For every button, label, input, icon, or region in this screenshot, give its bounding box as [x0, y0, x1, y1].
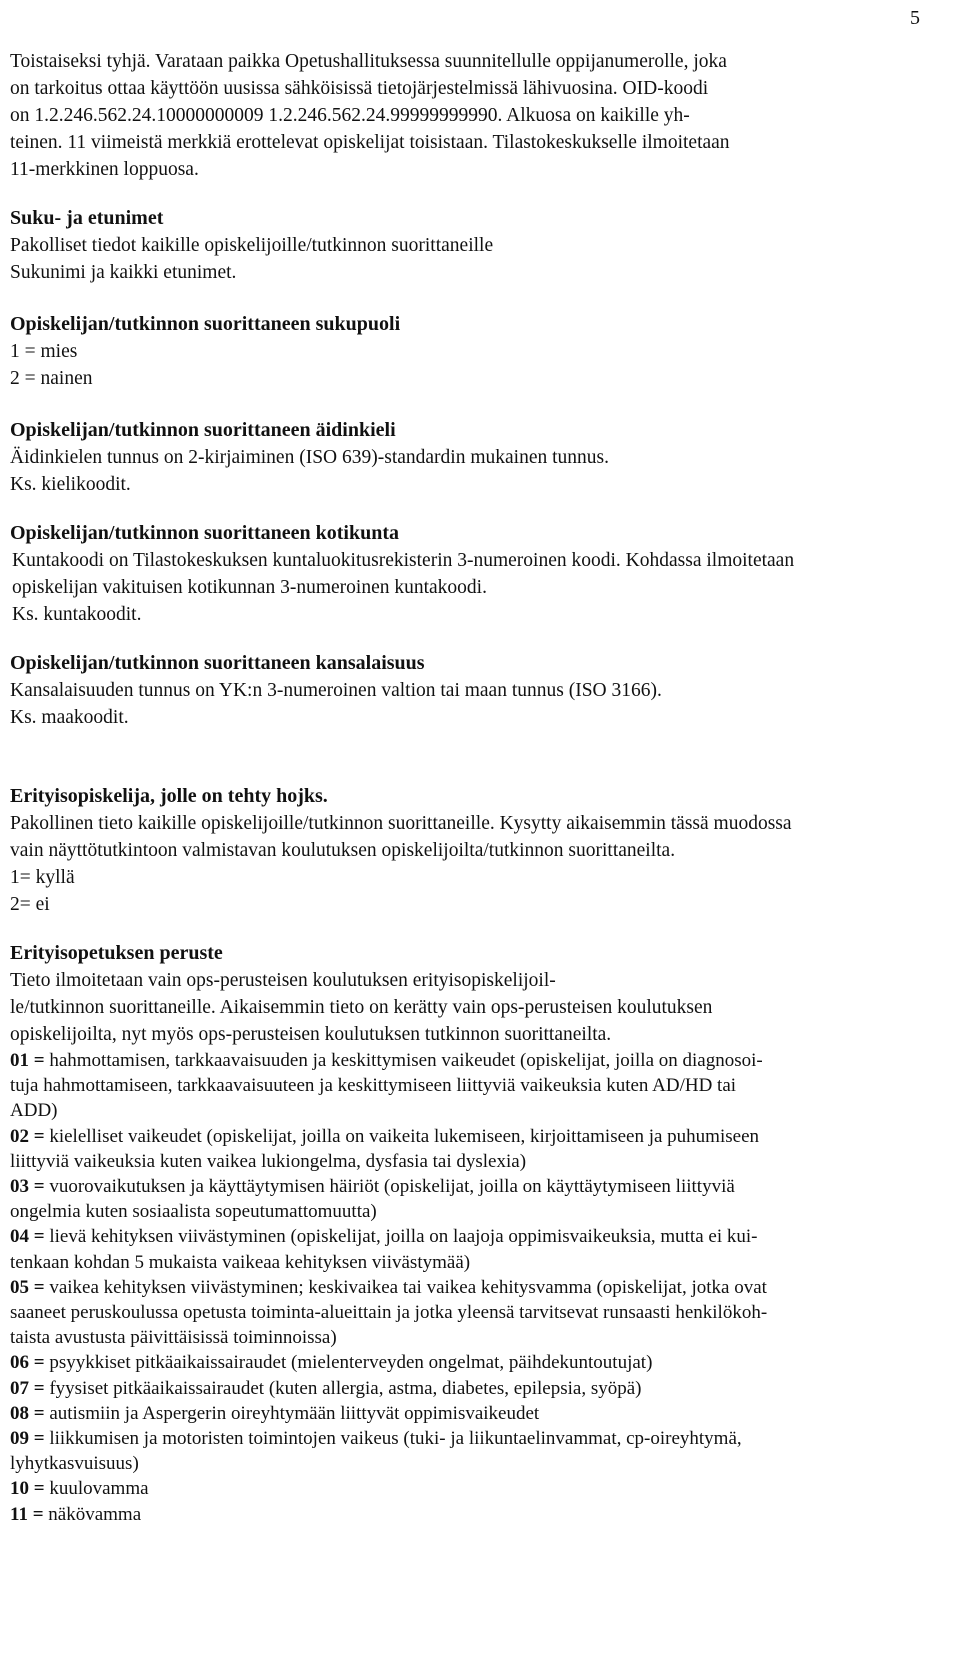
code-text: hahmottamisen, tarkkaavaisuuden ja keskittymisen vaikeudet (opiskelijat, joilla on diagnosoi-: [44, 1050, 763, 1071]
code-list: [10, 1048, 940, 1527]
section-special-basis: [10, 940, 940, 1527]
section-line: opiskelijan vakituisen kotikunnan 3-numeroinen kuntakoodi.: [12, 577, 487, 598]
section-line: Sukunimi ja kaikki etunimet.: [10, 262, 237, 283]
section-heading: Erityisopiskelija, jolle on tehty hojks.: [10, 785, 328, 807]
intro-line: on tarkoitus ottaa käyttöön uusissa sähköisissä tietojärjestelmissä lähivuosina. OID-koodi: [10, 78, 709, 99]
page-number: 5: [910, 7, 920, 29]
section-heading: Opiskelijan/tutkinnon suorittaneen kotikunta: [10, 522, 399, 544]
code-item: [10, 1350, 940, 1375]
code-value: 02 =: [10, 1125, 45, 1147]
document-body: [10, 48, 940, 1527]
section-line: Kuntakoodi on Tilastokeskuksen kuntaluokitusrekisterin 3-numeroinen koodi. Kohdassa ilmoitetaan: [12, 550, 795, 571]
section-gender: [10, 311, 940, 392]
code-item: [10, 1275, 940, 1351]
section-line: le/tutkinnon suorittaneille. Aikaisemmin tieto on kerätty vain ops-perusteisen koulutuksen: [10, 997, 713, 1018]
code-item: [10, 1048, 940, 1124]
section-heading: Opiskelijan/tutkinnon suorittaneen sukupuoli: [10, 313, 401, 335]
section-line: vain näyttötutkintoon valmistavan koulutuksen opiskelijoilta/tutkinnon suorittaneilta.: [10, 840, 676, 861]
code-text: liikkumisen ja motoristen toimintojen vaikeus (tuki- ja liikuntaelinvammat, cp-oireyhtymä,: [44, 1428, 742, 1450]
section-citizenship: [10, 650, 940, 731]
code-text: psyykkiset pitkäaikaissairaudet (mielenterveyden ongelmat, päihdekuntoutujat): [44, 1352, 653, 1374]
code-item: [10, 1476, 940, 1501]
code-value: 04 =: [10, 1226, 45, 1248]
code-text: lyhytkasvuisuus): [10, 1453, 139, 1475]
code-text: fyysiset pitkäaikaissairaudet (kuten allergia, astma, diabetes, epilepsia, syöpä): [44, 1377, 642, 1399]
section-line: Äidinkielen tunnus on 2-kirjaiminen (ISO 639)-standardin mukainen tunnus.: [10, 447, 609, 468]
section-line: Ks. kielikoodit.: [10, 474, 131, 495]
section-heading: Suku- ja etunimet: [10, 207, 164, 229]
code-item: [10, 1426, 940, 1476]
code-item: [10, 1124, 940, 1174]
code-value: 01 =: [10, 1050, 45, 1071]
code-text: taista avustusta päivittäisissä toiminnoissa): [10, 1327, 337, 1349]
intro-line: 11-merkkinen loppuosa.: [10, 159, 199, 180]
code-text: liittyviä vaikeuksia kuten vaikea lukiongelma, dysfasia tai dyslexia): [10, 1150, 527, 1172]
section-line: Kansalaisuuden tunnus on YK:n 3-numeroinen valtion tai maan tunnus (ISO 3166).: [10, 680, 662, 701]
section-municipality: [10, 520, 940, 628]
code-value: 09 =: [10, 1428, 45, 1450]
code-item: [10, 1224, 940, 1274]
code-text: tenkaan kohdan 5 mukaista vaikeaa kehityksen viivästymää): [10, 1251, 471, 1273]
code-text: kuulovamma: [44, 1478, 149, 1500]
section-line: 1 = mies: [10, 341, 78, 362]
section-line: Tieto ilmoitetaan vain ops-perusteisen koulutuksen erityisopiskelijoil-: [10, 970, 556, 991]
section-names: [10, 205, 940, 286]
code-text: lievä kehityksen viivästyminen (opiskelijat, joilla on laajoja oppimisvaikeuksia, mutta ei kui-: [44, 1226, 758, 1248]
code-value: 06 =: [10, 1352, 45, 1374]
code-item: [10, 1502, 940, 1527]
code-text: saaneet peruskoulussa opetusta toiminta-alueittain ja jotka yleensä tarvitsevat runsaasti henkilökoh-: [10, 1302, 768, 1324]
section-line: Ks. kuntakoodit.: [12, 604, 142, 625]
intro-line: on 1.2.246.562.24.10000000009 1.2.246.562.24.99999999990. Alkuosa on kaikille yh-: [10, 105, 690, 126]
code-item: [10, 1401, 940, 1426]
code-text: autismiin ja Aspergerin oireyhtymään liittyvät oppimisvaikeudet: [44, 1402, 540, 1424]
code-text: tuja hahmottamiseen, tarkkaavaisuuteen ja keskittymiseen liittyviä vaikeuksia kuten AD/HD tai: [10, 1075, 737, 1097]
intro-line: Toistaiseksi tyhjä. Varataan paikka Opetushallituksessa suunnitellulle oppijanumerolle, joka: [10, 51, 727, 72]
code-item: [10, 1174, 940, 1224]
code-value: 03 =: [10, 1176, 45, 1198]
code-value: 08 =: [10, 1402, 45, 1424]
option-yes: 1= kyllä: [10, 867, 75, 888]
code-value: 10 =: [10, 1478, 45, 1500]
section-heading: Erityisopetuksen peruste: [10, 942, 223, 964]
section-special-student: [10, 783, 940, 918]
code-text: ADD): [10, 1100, 58, 1122]
code-text: näkövamma: [43, 1503, 142, 1525]
section-heading: Opiskelijan/tutkinnon suorittaneen äidinkieli: [10, 419, 396, 441]
option-no: 2= ei: [10, 894, 50, 915]
section-heading: Opiskelijan/tutkinnon suorittaneen kansalaisuus: [10, 652, 425, 674]
section-mother-tongue: [10, 417, 940, 498]
section-line: Pakolliset tiedot kaikille opiskelijoille/tutkinnon suorittaneille: [10, 235, 494, 256]
section-line: Pakollinen tieto kaikille opiskelijoille/tutkinnon suorittaneille. Kysytty aikaisemmin tässä muodossa: [10, 813, 792, 834]
code-value: 05 =: [10, 1276, 45, 1298]
intro-line: teinen. 11 viimeistä merkkiä erottelevat opiskelijat toisistaan. Tilastokeskukselle ilmoitetaan: [10, 132, 730, 153]
code-value: 07 =: [10, 1377, 45, 1399]
code-text: kielelliset vaikeudet (opiskelijat, joilla on vaikeita lukemiseen, kirjoittamiseen ja puhumiseen: [44, 1125, 759, 1147]
code-text: ongelmia kuten sosiaalista sopeutumattomuutta): [10, 1201, 377, 1223]
code-item: [10, 1376, 940, 1401]
section-line: Ks. maakoodit.: [10, 707, 129, 728]
code-text: vuorovaikutuksen ja käyttäytymisen häiriöt (opiskelijat, joilla on käyttäytymiseen liittyviä: [44, 1176, 735, 1198]
section-line: opiskelijoilta, nyt myös ops-perusteisen koulutuksen tutkinnon suorittaneilta.: [10, 1024, 612, 1045]
code-value: 11 =: [10, 1503, 44, 1525]
section-line: 2 = nainen: [10, 368, 93, 389]
code-text: vaikea kehityksen viivästyminen; keskivaikea tai vaikea kehitysvamma (opiskelijat, jotka ovat: [44, 1276, 767, 1298]
intro-paragraph: [10, 48, 940, 183]
